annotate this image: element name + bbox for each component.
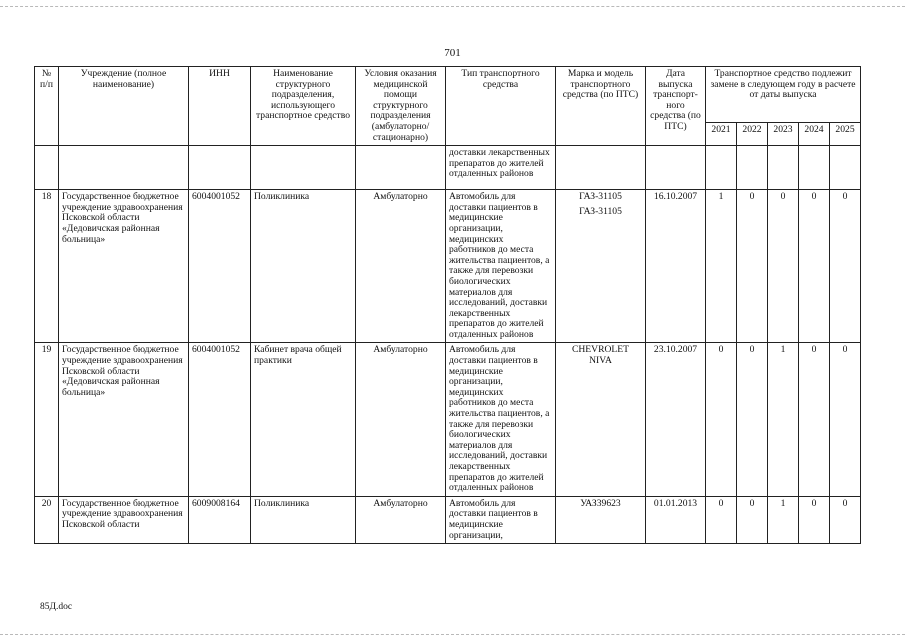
row-inn: 6004001052 xyxy=(189,343,251,496)
row-year-value: 0 xyxy=(830,343,861,496)
header-inn: ИНН xyxy=(189,67,251,146)
row-num: 19 xyxy=(35,343,59,496)
page-number: 701 xyxy=(444,47,461,59)
row-year-value: 1 xyxy=(768,343,799,496)
header-year: 2023 xyxy=(768,122,799,146)
row-year-value: 0 xyxy=(706,496,737,543)
scan-edge-bottom xyxy=(0,634,905,635)
row-release-date: 16.10.2007 xyxy=(646,190,706,343)
row-conditions: Амбулаторно xyxy=(356,190,446,343)
row-year-value: 0 xyxy=(706,343,737,496)
row-inn: 6009008164 xyxy=(189,496,251,543)
row-year-value: 1 xyxy=(706,190,737,343)
row-release-date: 01.01.2013 xyxy=(646,496,706,543)
row-brand: УАЗ39623 xyxy=(556,496,646,543)
header-year: 2025 xyxy=(830,122,861,146)
row-year-value: 0 xyxy=(768,190,799,343)
vehicle-table xyxy=(34,66,861,544)
row-release-date: 23.10.2007 xyxy=(646,343,706,496)
row-institution: Государственное бюджетное учреждение здравоохранения Псковской области xyxy=(59,496,189,543)
row-num: 18 xyxy=(35,190,59,343)
row-institution: Государственное бюджетное учреждение здравоохранения Псковской области «Дедовичская районная больница» xyxy=(59,190,189,343)
row-vehicle-type: Автомобиль для доставки пациентов в медицинские организации, xyxy=(446,496,556,543)
header-institution: Учреждение (полное наименование) xyxy=(59,67,189,146)
continuation-text: доставки лекарственных препаратов до жителей отдаленных районов xyxy=(446,146,556,190)
row-brand-line: CHEVROLET NIVA xyxy=(571,344,630,367)
scan-edge-top xyxy=(0,6,905,7)
header-num: № п/п xyxy=(35,67,59,146)
row-brand-line: ГАЗ-31105 xyxy=(579,191,622,203)
header-release-date: Дата выпуска транспорт-ного средства (по ПТС) xyxy=(646,67,706,146)
header-subdivision: Наименование структурного подразделения, использующего транспортное средство xyxy=(251,67,356,146)
table-row xyxy=(35,343,861,496)
header-vehicle-type: Тип транспортного средства xyxy=(446,67,556,146)
row-year-value: 0 xyxy=(799,343,830,496)
header-row xyxy=(35,67,861,123)
row-institution: Государственное бюджетное учреждение здравоохранения Псковской области «Дедовичская районная больница» xyxy=(59,343,189,496)
row-subdivision: Поликлиника xyxy=(251,496,356,543)
header-conditions: Условия оказания медицинской помощи структурного подразделения (амбулаторно/ стационарно) xyxy=(356,67,446,146)
row-year-value: 1 xyxy=(768,496,799,543)
row-brand-line: ГАЗ-31105 xyxy=(579,205,622,217)
row-subdivision: Поликлиника xyxy=(251,190,356,343)
row-vehicle-type: Автомобиль для доставки пациентов в медицинские организации, медицинских работников до места жительства пациентов, а также для перевозки биологических материалов для исследований, доставки лекарственных препаратов до жителей отдаленных районов xyxy=(446,343,556,496)
footer-filename: 85Д.doc xyxy=(40,602,73,612)
header-brand: Марка и модель транспортного средства (по ПТС) xyxy=(556,67,646,146)
continuation-row xyxy=(35,146,861,190)
row-num: 20 xyxy=(35,496,59,543)
header-replacement: Транспортное средство подлежит замене в следующем году в расчете от даты выпуска xyxy=(706,67,861,123)
row-conditions: Амбулаторно xyxy=(356,343,446,496)
header-year: 2021 xyxy=(706,122,737,146)
table-row xyxy=(35,190,861,343)
row-year-value: 0 xyxy=(799,190,830,343)
row-year-value: 0 xyxy=(799,496,830,543)
table-row xyxy=(35,496,861,543)
header-year: 2022 xyxy=(737,122,768,146)
row-year-value: 0 xyxy=(830,190,861,343)
row-brand xyxy=(556,343,646,496)
row-conditions: Амбулаторно xyxy=(356,496,446,543)
row-year-value: 0 xyxy=(737,496,768,543)
row-year-value: 0 xyxy=(737,343,768,496)
row-vehicle-type: Автомобиль для доставки пациентов в медицинские организации, медицинских работников до места жительства пациентов, а также для перевозки биологических материалов для исследований, доставки лекарственных препаратов до жителей отдаленных районов xyxy=(446,190,556,343)
row-year-value: 0 xyxy=(737,190,768,343)
row-subdivision: Кабинет врача общей практики xyxy=(251,343,356,496)
row-inn: 6004001052 xyxy=(189,190,251,343)
row-brand xyxy=(556,190,646,343)
header-year: 2024 xyxy=(799,122,830,146)
row-year-value: 0 xyxy=(830,496,861,543)
